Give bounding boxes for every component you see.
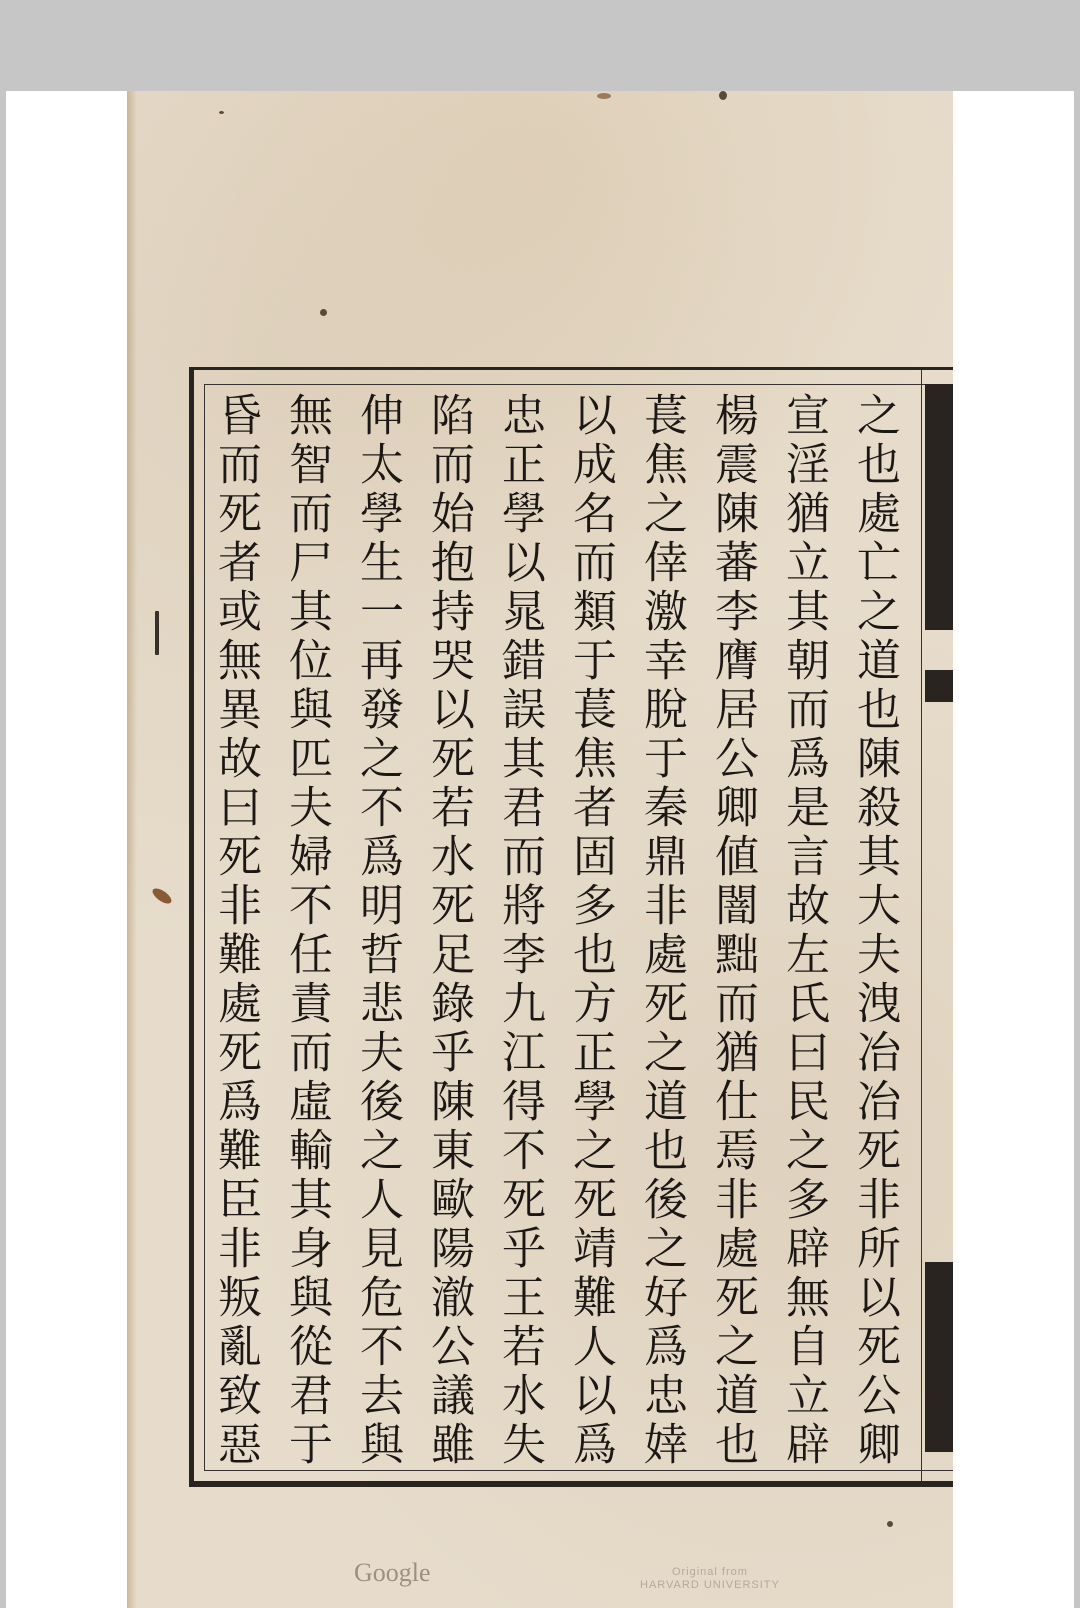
text-column-6: 忠正學以晁錯誤其君而將李九江得不死乎王若水失	[494, 392, 545, 1470]
text-column-10: 昏而死者或無異故曰死非難處死爲難臣非叛亂致惡	[210, 392, 261, 1470]
ink-speck	[150, 886, 174, 907]
ink-speck	[219, 111, 224, 114]
watermark-line-2: HARVARD UNIVERSITY	[640, 1579, 780, 1591]
text-column-9: 無智而尸其位與匹夫婦不任責而虛輸其身與從君于	[281, 392, 332, 1470]
text-column-1: 之也處亡之道也陳殺其大夫洩冶冶死非所以死公卿	[849, 392, 900, 1470]
ink-speck	[597, 93, 611, 99]
watermark-line-1: Original from	[671, 1566, 748, 1578]
fold-mark-middle	[925, 670, 953, 702]
text-column-3: 楊震陳蕃李膺居公卿値闇黜而猶仕焉非處死之道也	[707, 392, 758, 1470]
text-frame	[189, 367, 953, 1487]
ink-speck	[155, 611, 159, 655]
text-column-7: 陷而始抱持哭以死若水死足錄乎陳東歐陽澈公議雖	[423, 392, 474, 1470]
center-fold-margin	[913, 370, 953, 1481]
fold-mark-top	[925, 384, 953, 630]
scanned-page	[127, 91, 953, 1608]
text-column-2: 宣淫猶立其朝而爲是言故左氏曰民之多辟無自立辟	[778, 392, 829, 1470]
text-column-4: 萇焦之倖激幸脫于秦鼎非處死之道也後之好爲忠婞	[636, 392, 687, 1470]
ink-speck	[887, 1521, 893, 1527]
fold-mark-bottom	[925, 1262, 953, 1452]
text-column-8: 伸太學生一再發之不爲明哲悲夫後之人見危不去與	[352, 392, 403, 1470]
text-columns	[202, 392, 907, 1470]
fold-rule	[921, 370, 922, 1481]
ink-speck	[320, 309, 327, 316]
ink-speck	[719, 91, 727, 100]
library-watermark	[640, 1566, 780, 1592]
text-column-5: 以成名而類于萇焦者固多也方正學之死靖難人以爲	[565, 392, 616, 1470]
google-watermark: Google	[354, 1558, 431, 1587]
